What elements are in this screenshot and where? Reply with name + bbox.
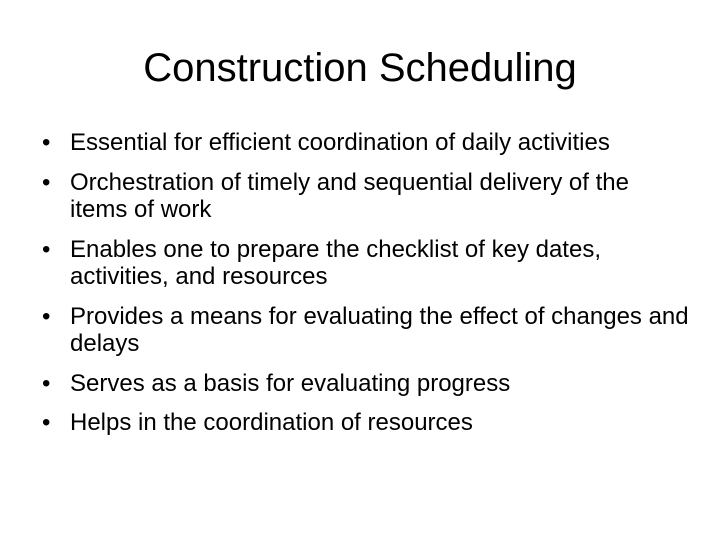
bullet-item <box>42 169 692 224</box>
bullet-item <box>42 370 692 398</box>
bullet-icon: • <box>42 409 51 436</box>
bullet-list <box>42 129 692 437</box>
bullet-item <box>42 129 692 157</box>
bullet-icon: • <box>42 235 51 263</box>
bullet-text: Serves as a basis for evaluating progress <box>70 369 511 397</box>
bullet-text: Enables one to prepare the checklist of key dates, activities, and resources <box>70 235 601 290</box>
bullet-icon: • <box>42 302 51 330</box>
bullet-text: Orchestration of timely and sequential delivery of the items of work <box>70 168 629 223</box>
bullet-text: Essential for efficient coordination of daily activities <box>70 129 610 156</box>
bullet-item <box>42 303 692 358</box>
slide-title: Construction Scheduling <box>143 46 577 90</box>
bullet-item <box>42 236 692 291</box>
bullet-icon: • <box>42 129 51 156</box>
bullet-icon: • <box>42 168 51 196</box>
bullet-text: Helps in the coordination of resources <box>70 409 473 436</box>
bullet-item <box>42 409 692 437</box>
bullet-icon: • <box>42 369 51 397</box>
bullet-text: Provides a means for evaluating the effect of changes and delays <box>70 302 689 357</box>
